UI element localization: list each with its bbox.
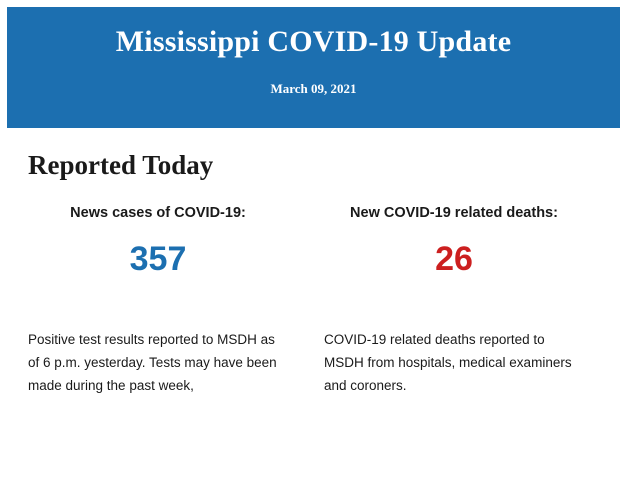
- header-band: [7, 7, 620, 128]
- stat-value-new-deaths: 26: [435, 240, 473, 278]
- stat-value-new-cases: 357: [129, 240, 187, 278]
- stat-new-cases: [10, 205, 306, 276]
- section-heading-reported-today: Reported Today: [28, 150, 214, 180]
- note-text-new-cases: Positive test results reported to MSDH as of 6 p.m. yesterday. Tests may have been made during the past week,: [28, 332, 277, 394]
- note-new-deaths: [306, 328, 602, 398]
- note-new-cases: [10, 328, 306, 398]
- stats-row: [0, 205, 620, 276]
- covid-update-page: [0, 7, 620, 490]
- notes-row: [0, 328, 620, 398]
- stat-new-deaths: [306, 205, 602, 276]
- stat-label-new-cases: News cases of COVID-19:: [70, 205, 246, 221]
- page-title: Mississippi COVID-19 Update: [115, 25, 512, 58]
- report-date: March 09, 2021: [270, 81, 357, 96]
- note-text-new-deaths: COVID-19 related deaths reported to MSDH from hospitals, medical examiners and coroners.: [324, 332, 572, 394]
- stat-label-new-deaths: New COVID-19 related deaths:: [350, 205, 558, 221]
